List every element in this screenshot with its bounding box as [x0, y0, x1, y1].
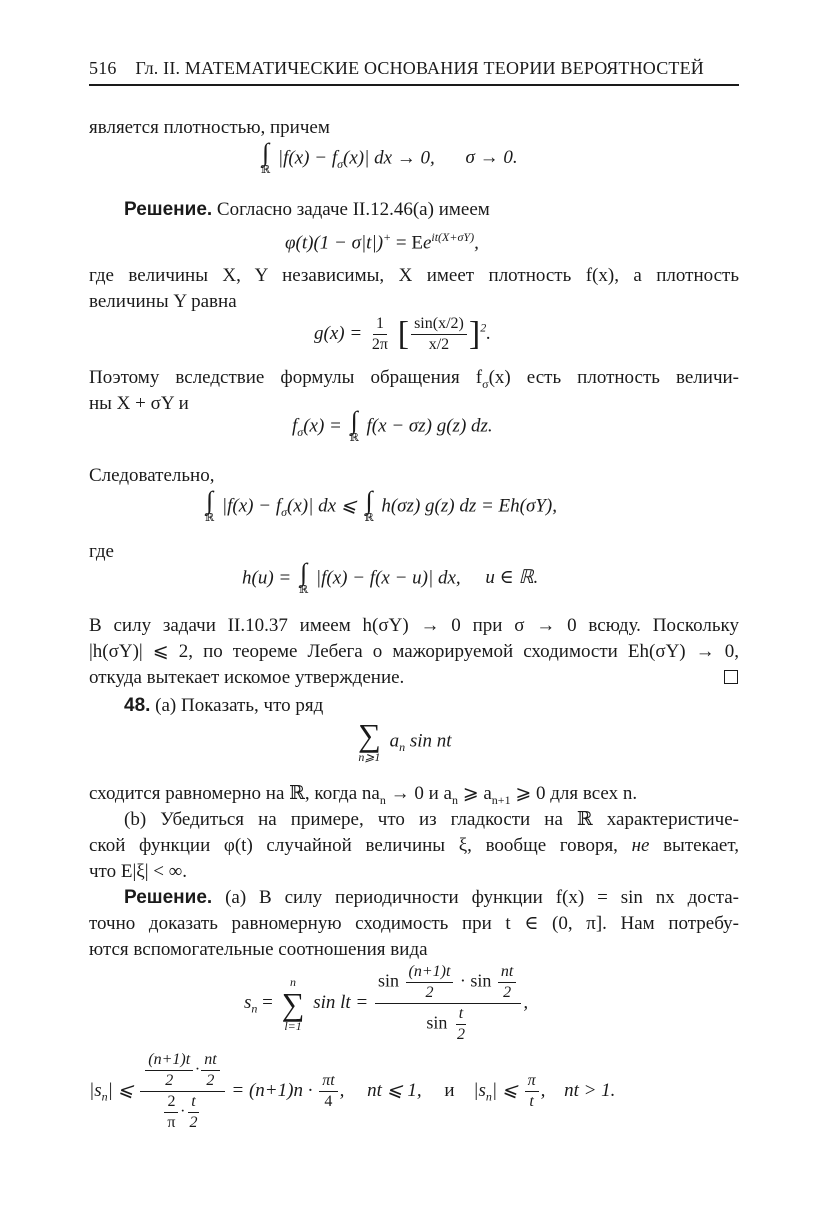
header-rule — [89, 84, 739, 86]
eq-text: nt ⩽ 1, — [367, 1079, 422, 1101]
paragraph: ны X + σY и — [89, 393, 189, 414]
fraction: $\frac{\sin(x/2)}{x/2}$ — [411, 314, 467, 355]
paragraph: величины Y равна — [89, 291, 237, 312]
paragraph: откуда вытекает искомое утверждение. — [89, 667, 405, 688]
eq-text: f — [292, 415, 298, 437]
paragraph: ются вспомогательные соотношения вида — [89, 939, 428, 960]
equation-9: $|s_n|$ ⩽ $\frac{(n+1)t}{2}$ · $\frac{nt}{2}$ $\frac{2}{\pi}$ · $\frac{t}{2}$ = (n+1)n · $\frac{\pi t}{4}$ , nt ⩽ 1, и $|s_n|$ ⩽ $\frac{\pi}{t}$ , nt > 1. — [89, 1051, 616, 1131]
paragraph: точно доказать равномерную сходимость при t ∈ (0, π]. Нам потребу- — [89, 913, 739, 934]
paragraph: что E|ξ| < ∞. — [89, 861, 188, 882]
paragraph-text: (a) В силу периодичности функции f(x) = sin nx доста- — [225, 887, 740, 908]
running-title: Гл. II. МАТЕМАТИЧЕСКИЕ ОСНОВАНИЯ ТЕОРИИ ВЕРОЯТНОСТЕЙ — [135, 58, 705, 78]
paragraph-text: Поэтому вследствие формулы обращения f — [89, 367, 483, 388]
eq-text: |s — [89, 1079, 102, 1101]
eq-text: и — [444, 1079, 455, 1101]
eq-sub: σ — [337, 157, 344, 172]
paragraph: является плотностью, причем — [89, 117, 330, 138]
paragraph: где величины X, Y независимы, X имеет плотность f(x), а плотность — [89, 265, 739, 286]
eq-text: , — [474, 232, 479, 254]
equation-8 — [244, 962, 528, 1045]
eq-text: s — [244, 991, 252, 1013]
equation-4: $f_\sigma(x)$ = ∫ ℝ f(x − σz) g(z) dz. — [292, 406, 493, 444]
paragraph-text: Согласно задаче II.12.46(a) имеем — [216, 199, 490, 220]
eq-text: a — [389, 730, 400, 752]
eq-text: |f(x) − f(x − u)| dx, — [315, 567, 461, 589]
paragraph: где — [89, 541, 114, 562]
equation-5: ∫ ℝ $|f(x) - f_\sigma(x)|$ dx ⩽ ∫ ℝ h(σz) g(z) dz = Eh(σY), — [205, 486, 557, 524]
problem-paragraph — [124, 694, 323, 718]
integral-sign: ∫ ℝ — [261, 138, 271, 176]
eq-text: = E — [395, 232, 423, 254]
eq-sub: n — [251, 1001, 258, 1016]
eq-text: |f(x) − f — [221, 495, 282, 517]
running-header — [89, 58, 739, 79]
eq-text: | ⩽ — [107, 1079, 134, 1101]
eq-text: u ∈ ℝ. — [485, 567, 539, 589]
qed-square — [724, 670, 738, 684]
paragraph-text: ⩾ 0 для всех n. — [510, 783, 638, 804]
fraction: $\frac{(n+1)t}{2}$ · $\frac{nt}{2}$ $\frac{2}{\pi}$ · $\frac{t}{2}$ — [140, 1050, 224, 1133]
eq-text: φ(t)(1 − σ|t|) — [285, 232, 384, 254]
emphasis: не — [631, 835, 650, 856]
solution-paragraph — [124, 198, 490, 222]
eq-text: (x)| dx ⩽ — [287, 495, 357, 517]
eq-text: (x) = — [303, 415, 342, 437]
eq-sup: 2 — [480, 320, 487, 335]
eq-text: (x)| dx → 0, — [343, 147, 435, 169]
paragraph: |h(σY)| ⩽ 2, по теореме Лебега о мажорируемой сходимости Eh(σY) → 0, — [89, 641, 739, 662]
fraction: $\frac{\pi}{t}$ — [525, 1071, 539, 1112]
paragraph-text: ⩾ a — [457, 783, 492, 804]
eq-text: |s — [473, 1079, 486, 1101]
paragraph: (b) Убедиться на примере, что из гладкости на ℝ характеристиче- — [124, 809, 739, 830]
equation-7 — [354, 717, 452, 764]
eq-text: . — [486, 322, 491, 344]
paragraph: Поэтому вследствие формулы обращения $f_\sigma(x)$ есть плотность величи- — [89, 367, 739, 391]
eq-text: e — [422, 232, 432, 254]
equation-3: g(x) = $\frac{1}{2\pi}$ [ $\frac{\sin(x/2)}{x/2}$ ]$^2$. — [314, 315, 491, 353]
equation-2 — [285, 230, 479, 254]
eq-text: σ → 0. — [465, 147, 518, 169]
fraction: $\frac{1}{2\pi}$ — [371, 315, 388, 353]
paragraph-text: (x) есть плотность величи- — [488, 367, 739, 388]
paragraph-text: ской функции φ(t) случайной величины ξ, вообще говоря, — [89, 835, 618, 856]
eq-text: h(u) = — [242, 567, 292, 589]
equation-1 — [258, 138, 518, 176]
eq-text: f(x − σz) g(z) dz. — [366, 415, 493, 437]
paragraph — [89, 834, 739, 858]
paragraph-text: вытекает, — [663, 835, 739, 856]
paragraph: сходится равномерно на ℝ, когда $na_n \to 0$ и $a_n$ ⩾ $a_{n+1}$ ⩾ 0 для всех n. — [89, 783, 638, 807]
paragraph: В силу задачи II.10.37 имеем h(σY) → 0 при σ → 0 всюду. Поскольку — [89, 615, 739, 636]
paragraph-text: сходится равномерно на ℝ, когда na — [89, 783, 380, 804]
integral-sign: ∫ ℝ — [298, 558, 309, 596]
equation-6 — [242, 558, 539, 596]
solution-paragraph — [124, 886, 739, 910]
eq-sub: n — [399, 740, 406, 755]
eq-text: |f(x) − f — [277, 147, 338, 169]
eq-text: = (n+1)n · — [231, 1079, 313, 1101]
integral-sign: ∫ ℝ — [349, 406, 359, 444]
paragraph-text: (a) Показать, что ряд — [155, 695, 324, 716]
integral-sign: ∫ ℝ — [364, 486, 374, 524]
page-number: 516 — [89, 58, 117, 78]
eq-text: = — [262, 991, 273, 1013]
integral-sign: ∫ ℝ — [205, 486, 215, 524]
eq-text: g(x) = — [314, 322, 363, 344]
fraction: sin $\frac{(n+1)t}{2}$ · sin $\frac{nt}{2}$ sin $\frac{t}{2}$ — [375, 962, 521, 1045]
eq-text: | ⩽ — [491, 1079, 518, 1101]
eq-text: h(σz) g(z) dz = Eh(σY), — [381, 495, 557, 517]
paragraph-text: → 0 и a — [385, 783, 452, 804]
eq-text: sin lt = — [313, 991, 369, 1013]
sum-sign: n ∑ l=1 — [281, 974, 305, 1033]
eq-sup: it(X+σY) — [431, 230, 475, 244]
solution-label: Решение. — [124, 199, 213, 220]
sum-sign: ∑ n⩾1 — [358, 717, 381, 764]
eq-text: , — [523, 991, 529, 1013]
eq-text: sin nt — [409, 730, 452, 752]
eq-text: nt > 1. — [564, 1079, 616, 1101]
paragraph: Следовательно, — [89, 465, 215, 486]
eq-sup: + — [383, 230, 392, 244]
solution-label: Решение. — [124, 887, 213, 908]
fraction: $\frac{\pi t}{4}$ — [319, 1071, 337, 1112]
problem-number: 48. — [124, 695, 151, 716]
